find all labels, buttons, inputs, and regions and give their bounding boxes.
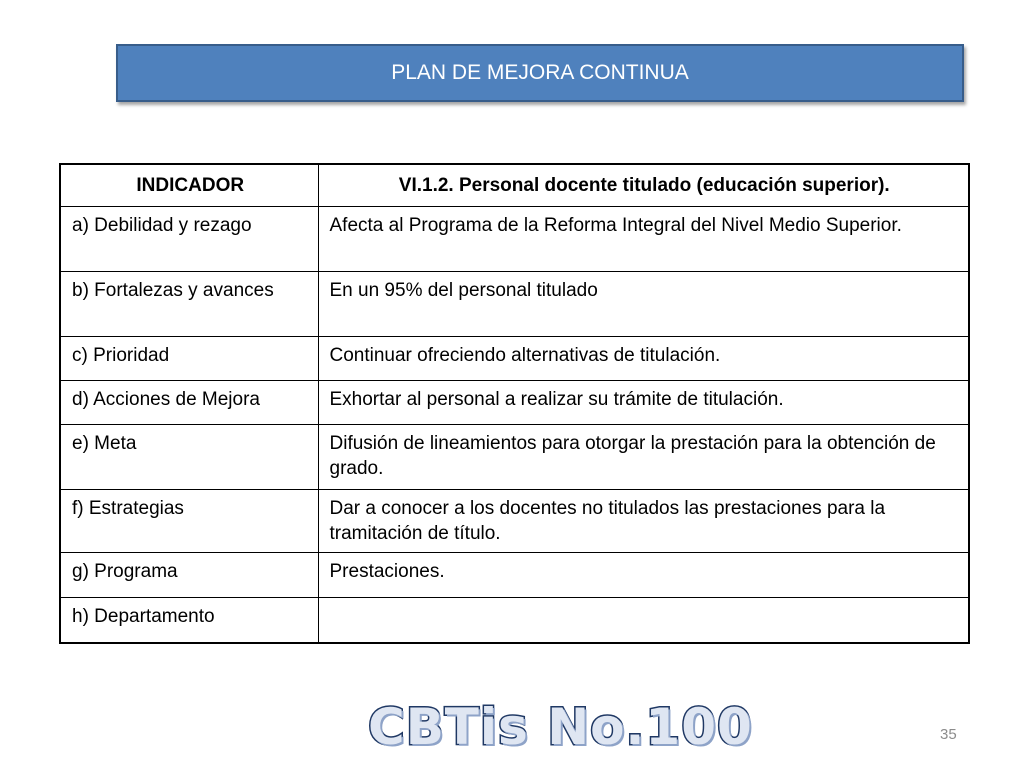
table-row-fortalezas xyxy=(60,272,969,337)
row-label: f) Estrategias xyxy=(60,490,318,553)
table-row-meta xyxy=(60,425,969,490)
table-row-departamento xyxy=(60,598,969,644)
table-row-prioridad xyxy=(60,337,969,381)
row-value: Exhortar al personal a realizar su trámite de titulación. xyxy=(318,381,969,425)
table-row-acciones xyxy=(60,381,969,425)
table-row-programa xyxy=(60,553,969,598)
row-value xyxy=(318,598,969,644)
slide-title: PLAN DE MEJORA CONTINUA xyxy=(391,61,689,84)
table-row-debilidad xyxy=(60,207,969,272)
row-label: d) Acciones de Mejora xyxy=(60,381,318,425)
row-value: Dar a conocer a los docentes no titulados las prestaciones para la tramitación de título. xyxy=(318,490,969,553)
row-label: g) Programa xyxy=(60,553,318,598)
row-label: e) Meta xyxy=(60,425,318,490)
header-label-cell: INDICADOR xyxy=(60,164,318,207)
school-logo-text: CBTis No.100 xyxy=(368,698,753,756)
table-header-row xyxy=(60,164,969,207)
title-banner xyxy=(116,44,964,102)
header-value-cell: VI.1.2. Personal docente titulado (educación superior). xyxy=(318,164,969,207)
row-label: a) Debilidad y rezago xyxy=(60,207,318,272)
indicator-table-container xyxy=(59,163,968,644)
indicator-table xyxy=(59,163,970,644)
row-label: c) Prioridad xyxy=(60,337,318,381)
row-label: b) Fortalezas y avances xyxy=(60,272,318,337)
row-value: Difusión de lineamientos para otorgar la prestación para la obtención de grado. xyxy=(318,425,969,490)
row-value: Continuar ofreciendo alternativas de titulación. xyxy=(318,337,969,381)
slide-number: 35 xyxy=(940,726,957,743)
row-value: Prestaciones. xyxy=(318,553,969,598)
row-value: En un 95% del personal titulado xyxy=(318,272,969,337)
row-label: h) Departamento xyxy=(60,598,318,644)
row-value: Afecta al Programa de la Reforma Integral del Nivel Medio Superior. xyxy=(318,207,969,272)
table-row-estrategias xyxy=(60,490,969,553)
